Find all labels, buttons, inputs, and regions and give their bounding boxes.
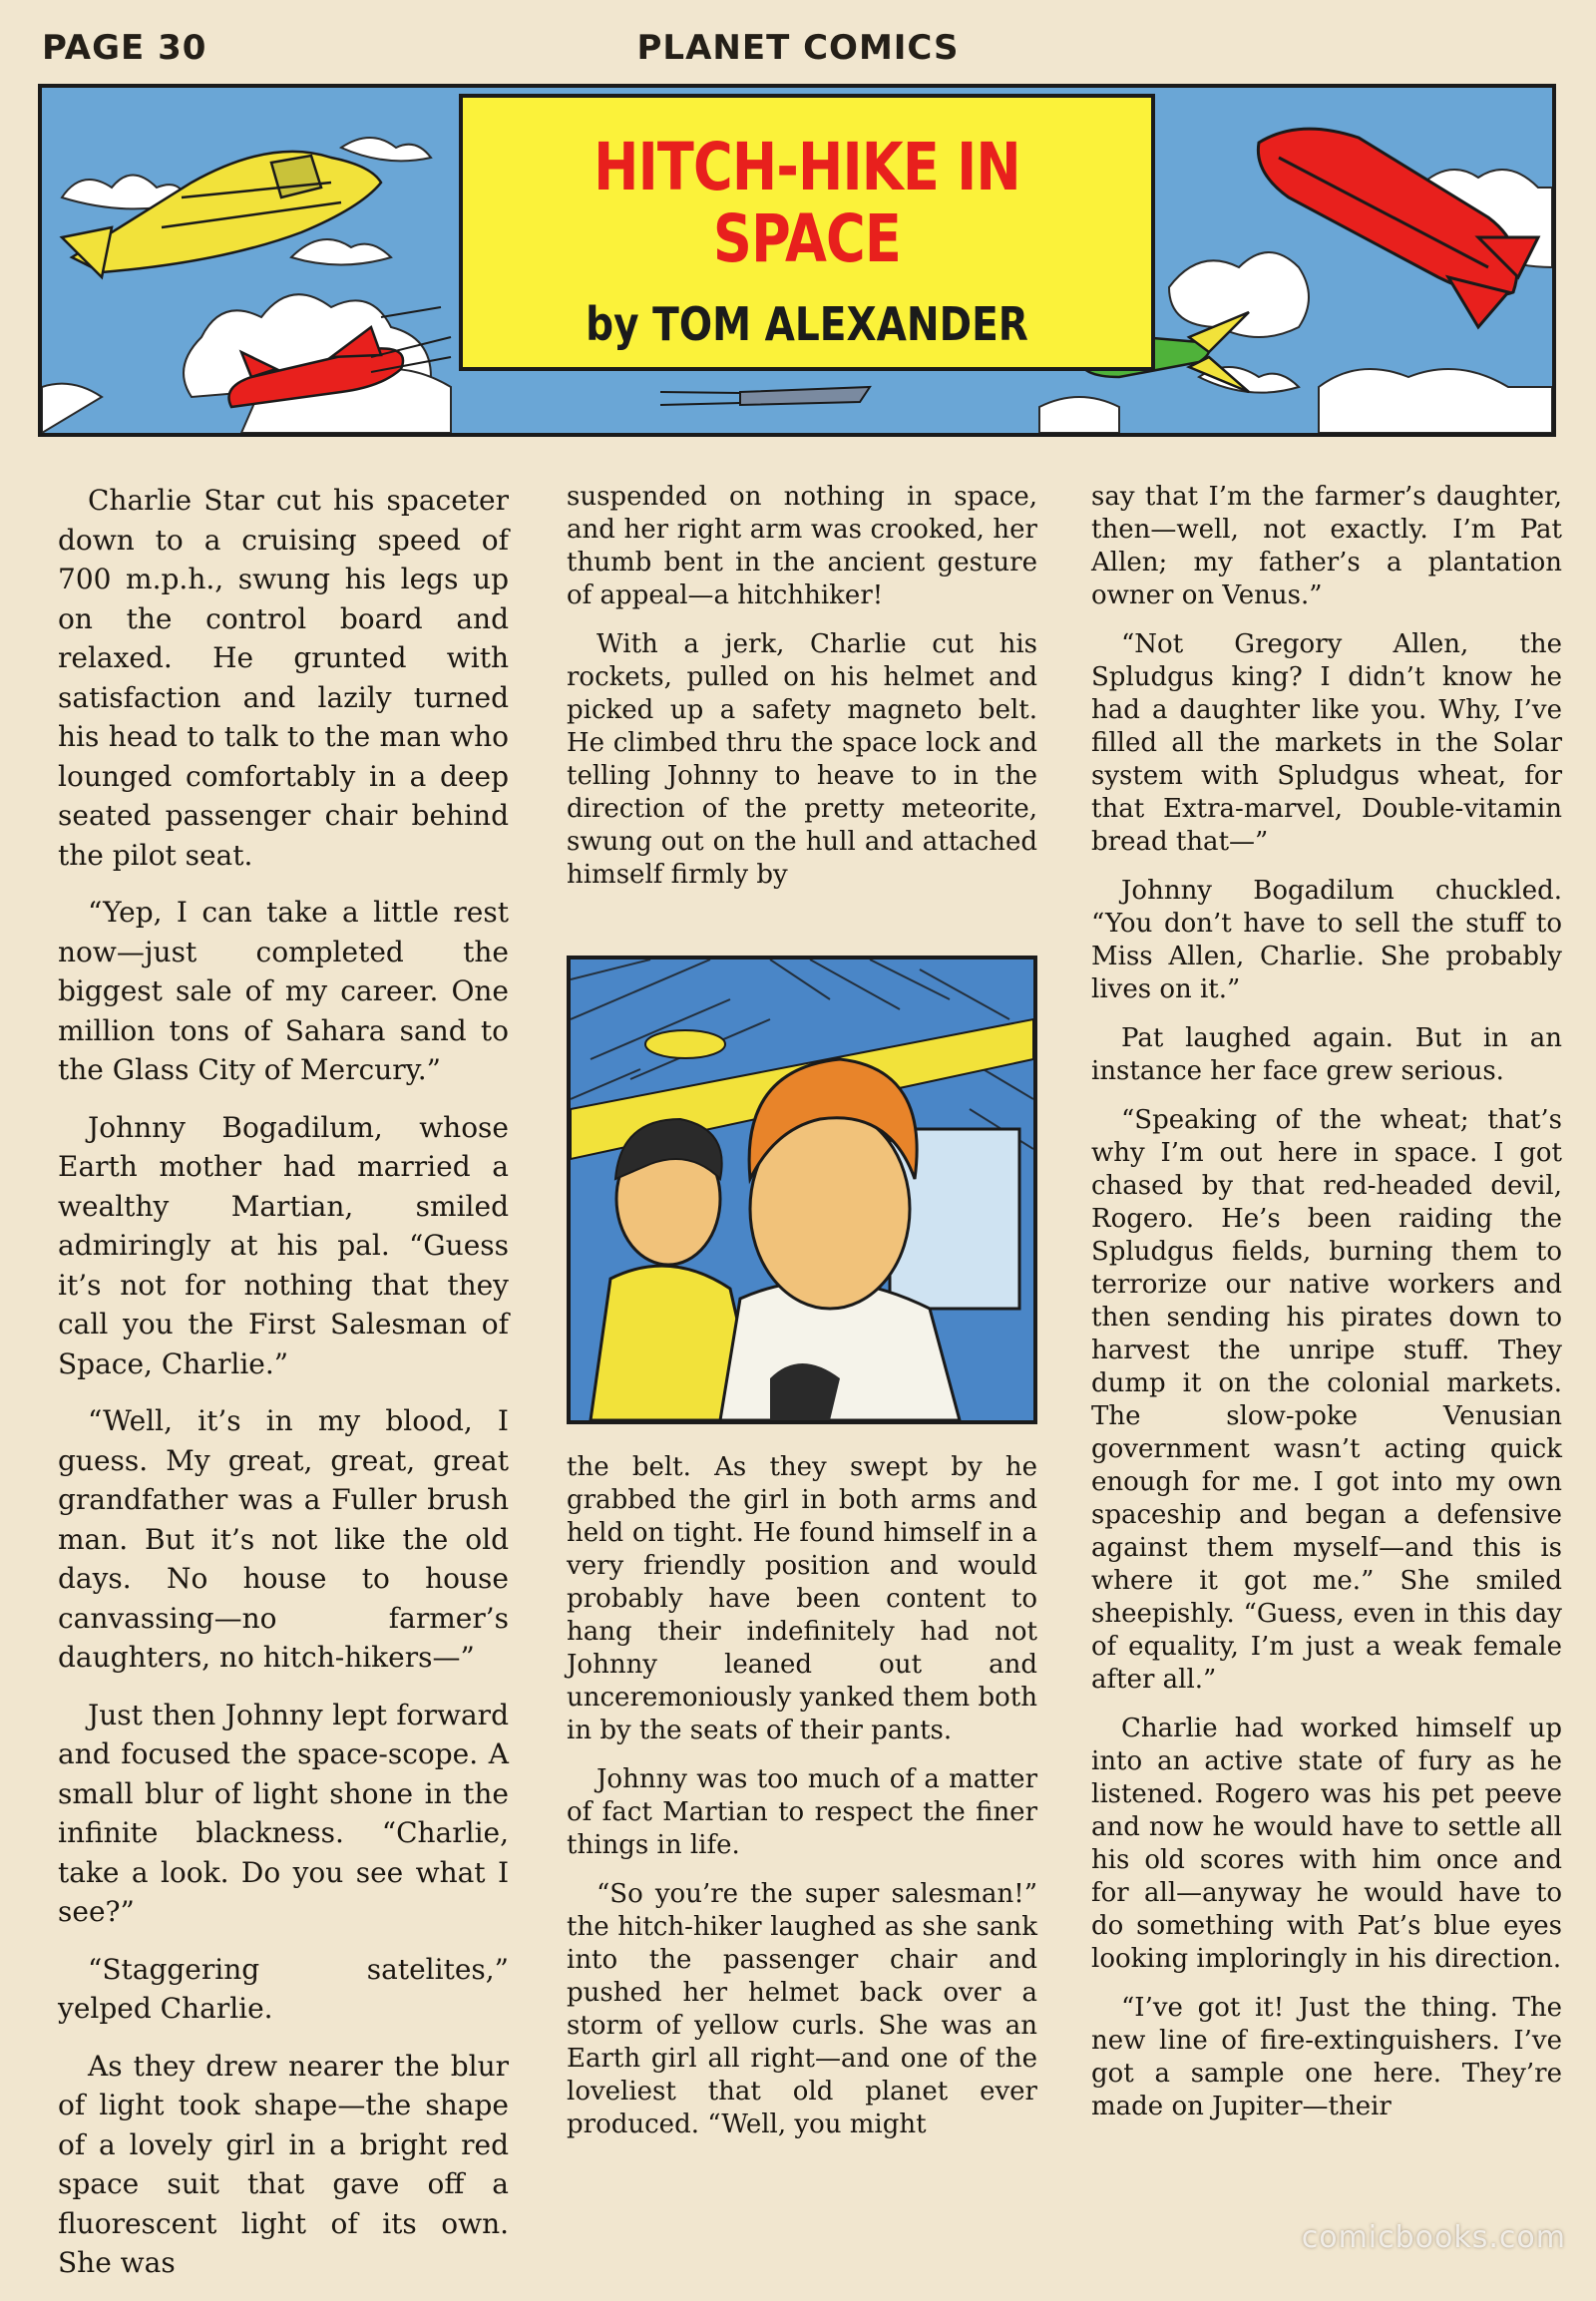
paragraph: say that I’m the farmer’s daughter, then—well, not exactly. I’m Pat Allen; my father’s a plantation owner on Venus.” xyxy=(1091,482,1562,610)
paragraph: “Not Gregory Allen, the Spludgus king? I didn’t know he had a daughter like you. Why, I’ve filled all the markets in the Solar system with Spludgus wheat, for that Extra-marvel, Double-vitamin bread that—” xyxy=(1091,629,1562,857)
site-watermark: comicbooks.com xyxy=(1301,2220,1566,2255)
paragraph: “Staggering satelites,” yelped Charlie. xyxy=(58,1952,509,2025)
text-column-3 xyxy=(1091,481,1562,2139)
magazine-title: PLANET COMICS xyxy=(636,28,960,68)
two-men-illustration xyxy=(571,959,1033,1420)
text-column-2-bottom xyxy=(567,1451,1037,2157)
paragraph: Charlie Star cut his spaceter down to a cruising speed of 700 m.p.h., swung his legs up on the control board and relaxed. He grunted with satisfaction and lazily turned his head to talk to the man who lounged comfortably in a deep seated passenger chair behind the pilot seat. xyxy=(58,484,509,872)
text-column-1 xyxy=(58,481,509,2301)
paragraph: With a jerk, Charlie cut his rockets, pulled on his helmet and picked up a safety magneto belt. He climbed thru the space lock and telling Johnny to heave to in the direction of the pretty meteorite, swung out on the hull and attached himself firmly by xyxy=(567,629,1037,890)
paragraph: “Well, it’s in my blood, I guess. My great, great, great grandfather was a Fuller brush man. But it’s not like the old days. No house to house canvassing—no farmer’s daughters, no hitch-hikers—” xyxy=(58,1404,509,1674)
paragraph: “So you’re the super salesman!” the hitch-hiker laughed as she sank into the passenger chair and pushed her helmet back over a storm of yellow curls. She was an Earth girl all right—and one of the loveliest that old planet ever produced. “Well, you might xyxy=(567,1879,1037,2139)
paragraph: Johnny was too much of a matter of fact Martian to respect the finer things in life. xyxy=(567,1764,1037,1860)
paragraph: Pat laughed again. But in an instance her face grew serious. xyxy=(1091,1023,1562,1086)
title-box xyxy=(459,94,1155,371)
paragraph: Charlie had worked himself up into an active state of fury as he listened. Rogero was his pet peeve and now he would have to settle all his old scores with him once and for all—anyway he would have to do something with Pat’s blue eyes looking imploringly in his direction. xyxy=(1091,1714,1562,1974)
page-header xyxy=(38,22,1558,72)
text-column-2-top xyxy=(567,481,1037,908)
paragraph: Johnny Bogadilum chuckled. “You don’t have to sell the stuff to Miss Allen, Charlie. She probably lives on it.” xyxy=(1091,876,1562,1004)
paragraph: Just then Johnny lept forward and focused the space-scope. A small blur of light shone in the infinite blackness. “Charlie, take a look. Do you see what I see?” xyxy=(58,1698,509,1928)
paragraph: suspended on nothing in space, and her right arm was crooked, her thumb bent in the ancient gesture of appeal—a hitchhiker! xyxy=(567,482,1037,610)
paragraph: Johnny Bogadilum, whose Earth mother had married a wealthy Martian, smiled admiringly at his pal. “Guess it’s not for nothing that they call you the First Salesman of Space, Charlie.” xyxy=(58,1110,509,1380)
paragraph: “Speaking of the wheat; that’s why I’m out here in space. I got chased by that red-headed devil, Rogero. He’s been raiding the Spludgus fields, burning them to terrorize our native workers and then sending his pirates down to harvest the unripe stuff. They dump it on the colonial markets. The slow-poke Venusian government wasn’t acting quick enough for me. I got into my own spaceship and began a defensive against them myself—and this is where it got me.” She smiled sheepishly. “Guess, even in this day of equality, I’m just a weak female after all.” xyxy=(1091,1105,1562,1695)
story-title-line2: SPACE xyxy=(712,200,902,277)
title-banner xyxy=(38,84,1556,437)
story-byline: by TOM ALEXANDER xyxy=(586,297,1028,351)
paragraph: “I’ve got it! Just the thing. The new line of fire-extinguishers. I’ve got a sample one here. They’re made on Jupiter—their xyxy=(1091,1993,1562,2121)
story-title-line1: HITCH-HIKE IN xyxy=(594,129,1020,205)
paragraph: As they drew nearer the blur of light took shape—the shape of a lovely girl in a bright red space suit that gave off a fluorescent light of its own. She was xyxy=(58,2049,509,2279)
page-number: PAGE 30 xyxy=(42,28,207,68)
paragraph: the belt. As they swept by he grabbed the girl in both arms and held on tight. He found himself in a very friendly position and would probably have been content to hang their indefinitely had not Johnny leaned out and unceremoniously yanked them both in by the seats of their pants. xyxy=(567,1452,1037,1745)
illustration-panel xyxy=(567,956,1037,1424)
paragraph: “Yep, I can take a little rest now—just completed the biggest sale of my career. One million tons of Sahara sand to the Glass City of Mercury.” xyxy=(58,896,509,1086)
